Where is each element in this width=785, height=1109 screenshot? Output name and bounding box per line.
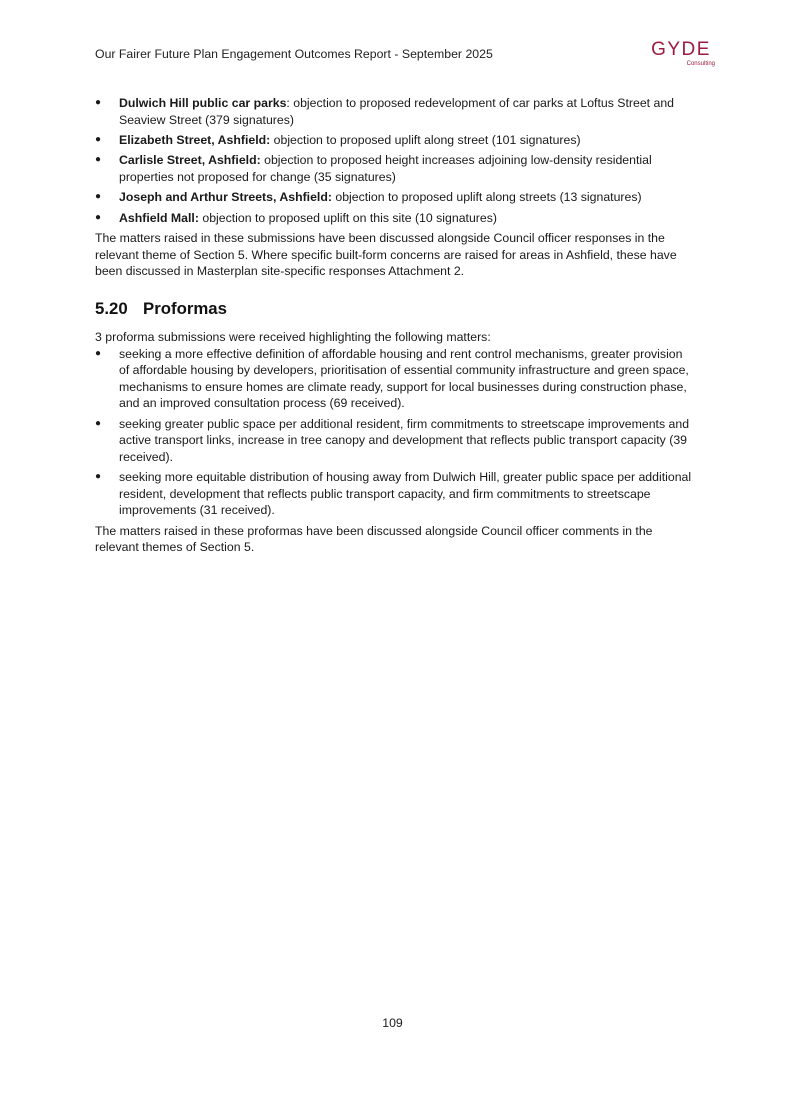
bullet-icon: ● bbox=[95, 417, 102, 429]
bullet-icon: ● bbox=[95, 471, 102, 483]
list-item-heading: Elizabeth Street, Ashfield: bbox=[119, 132, 271, 147]
list-item bbox=[95, 469, 695, 519]
proformas-intro-paragraph: 3 proforma submissions were received highlighting the following matters: bbox=[95, 329, 491, 344]
list-item-heading: Joseph and Arthur Streets, Ashfield: bbox=[119, 190, 332, 205]
logo-text: GYDE bbox=[651, 39, 711, 60]
list-item bbox=[95, 189, 695, 206]
page-content bbox=[95, 95, 695, 556]
list-item-heading: Carlisle Street, Ashfield: bbox=[119, 153, 261, 168]
submissions-summary-paragraph: The matters raised in these submissions have been discussed alongside Council officer responses in the relevant theme of Section 5. Where specific built-form concerns are raised for areas in Ashfield, these have been discussed in Masterplan site-specific responses Attachment 2. bbox=[95, 231, 677, 279]
proformas-list bbox=[95, 346, 695, 520]
section-title: Proformas bbox=[143, 298, 227, 318]
gyde-consulting-logo bbox=[636, 38, 726, 70]
list-item bbox=[95, 416, 695, 466]
bullet-icon: ● bbox=[95, 191, 102, 203]
list-item-text: seeking a more effective definition of affordable housing and rent control mechanisms, greater provision of affordable housing by developers, prioritisation of essential community infrastructure and green space, mechanisms to ensure homes are climate ready, support for local businesses during construction phase, and an improved consultation process (69 received). bbox=[119, 346, 689, 411]
report-header-title: Our Fairer Future Plan Engagement Outcomes Report - September 2025 bbox=[95, 47, 493, 61]
list-item-heading: Dulwich Hill public car parks bbox=[119, 96, 287, 110]
list-item bbox=[95, 346, 695, 412]
signature-objections-list bbox=[95, 95, 695, 226]
list-item bbox=[95, 132, 695, 149]
list-item bbox=[95, 95, 695, 128]
logo-subtext: Consulting bbox=[686, 61, 715, 67]
list-item bbox=[95, 210, 695, 227]
list-item-text: seeking more equitable distribution of housing away from Dulwich Hill, greater public space per additional resident, development that reflects public transport capacity, and firm commitments to streetscape improvements (31 received). bbox=[119, 470, 692, 518]
proformas-summary-paragraph: The matters raised in these proformas have been discussed alongside Council officer comments in the relevant themes of Section 5. bbox=[95, 523, 653, 555]
list-item bbox=[95, 152, 695, 185]
section-number: 5.20 bbox=[95, 298, 128, 318]
page-number: 109 bbox=[382, 1016, 403, 1030]
list-item-heading: Ashfield Mall: bbox=[119, 210, 199, 225]
list-item-text: : objection to proposed redevelopment of car parks at Loftus Street and Seaview Street (379 signatures) bbox=[119, 96, 675, 127]
bullet-icon: ● bbox=[95, 347, 102, 359]
bullet-icon: ● bbox=[95, 97, 102, 108]
list-item-text: objection to proposed height increases adjoining low-density residential properties not proposed for change (35 signatures) bbox=[119, 153, 652, 184]
bullet-icon: ● bbox=[95, 133, 102, 145]
bullet-icon: ● bbox=[95, 154, 102, 166]
list-item-text: objection to proposed uplift along streets (13 signatures) bbox=[331, 190, 642, 205]
list-item-text: seeking greater public space per additional resident, firm commitments to streetscape improvements and active transport links, increase in tree canopy and development that reflects public transport capacity (39 received). bbox=[119, 416, 690, 464]
section-heading bbox=[95, 299, 695, 319]
bullet-icon: ● bbox=[95, 211, 102, 223]
list-item-text: objection to proposed uplift on this site (10 signatures) bbox=[198, 210, 497, 225]
list-item-text: objection to proposed uplift along street (101 signatures) bbox=[270, 132, 581, 147]
